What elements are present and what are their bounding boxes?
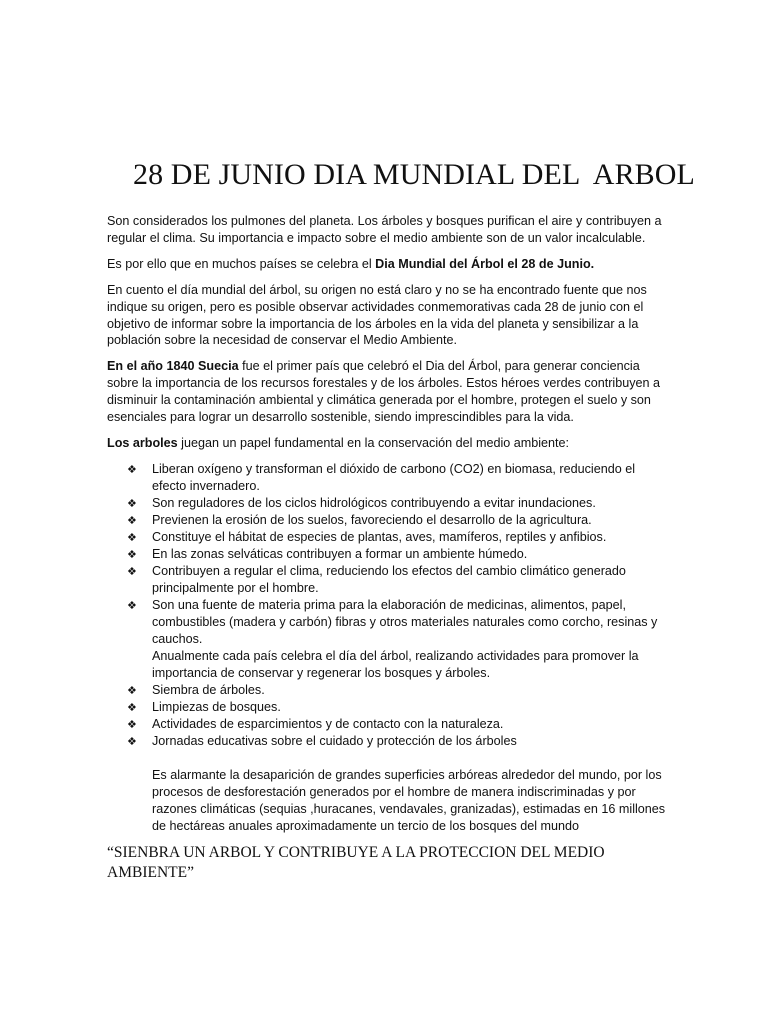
list-item-text: Previenen la erosión de los suelos, favoreciendo el desarrollo de la agricultura.: [152, 512, 592, 527]
list-item: [107, 597, 667, 648]
page-title: 28 DE JUNIO DIA MUNDIAL DEL ARBOL: [133, 158, 695, 191]
diamond-bullet-icon: ❖: [127, 717, 137, 731]
deforestation-paragraph: Es alarmante la desaparición de grandes superficies arbóreas alrededor del mundo, por los procesos de desforestación generados por el hombre de manera indiscriminadas y por razones climáticas (sequias ,huracanes, vendavales, granizadas), estimadas en 16 millones de hectáreas anuales aproximadamente un tercio de los bosques del mundo: [152, 767, 666, 833]
diamond-bullet-icon: ❖: [127, 700, 137, 714]
list-item-text: Liberan oxígeno y transforman el dióxido de carbono (CO2) en biomasa, reduciendo el efecto invernadero.: [152, 461, 636, 493]
celebration-date-bold: Dia Mundial del Árbol el 28 de Junio.: [375, 256, 595, 271]
diamond-bullet-icon: ❖: [127, 598, 137, 612]
list-item: [107, 716, 667, 733]
list-item: [107, 529, 667, 546]
diamond-bullet-icon: ❖: [127, 734, 137, 748]
list-item: [107, 495, 667, 512]
intro-paragraph: Son considerados los pulmones del planeta. Los árboles y bosques purifican el aire y contribuyen a regular el clima. Su importancia e impacto sobre el medio ambiente son de un valor incalculable.: [107, 214, 662, 245]
list-item-text: Son reguladores de los ciclos hidrológicos contribuyendo a evitar inundaciones.: [152, 495, 596, 510]
slogan: “SIENBRA UN ARBOL Y CONTRIBUYE A LA PROTECCION DEL MEDIO AMBIENTE”: [107, 843, 605, 881]
document-page: [107, 158, 695, 883]
diamond-bullet-icon: ❖: [127, 513, 137, 527]
diamond-bullet-icon: ❖: [127, 530, 137, 544]
list-item-text: Jornadas educativas sobre el cuidado y protección de los árboles: [152, 733, 517, 748]
history-bold: En el año 1840 Suecia: [107, 359, 239, 374]
origin-paragraph: En cuento el día mundial del árbol, su origen no está claro y no se ha encontrado fuente que nos indique su origen, pero es posible observar actividades conmemorativas cada 28 de junio con el objetivo de informar sobre la importancia de los árboles en la vida del planeta y sensibilizar a la población sobre la necesidad de conservar el Medio Ambiente.: [107, 282, 647, 348]
role-paragraph: [107, 435, 667, 452]
diamond-bullet-icon: ❖: [127, 564, 137, 578]
history-paragraph: [107, 358, 667, 426]
annual-activities-paragraph: Anualmente cada país celebra el día del árbol, realizando actividades para promover la importancia de conservar y regenerar los bosques y árboles.: [152, 648, 639, 680]
celebration-paragraph: [107, 256, 667, 273]
list-item-text: Son una fuente de materia prima para la elaboración de medicinas, alimentos, papel, combustibles (madera y carbón) fibras y otros materiales naturales como corcho, resinas y cauchos.: [152, 597, 658, 646]
list-item-text: Limpiezas de bosques.: [152, 699, 281, 714]
benefits-list: [107, 461, 667, 648]
celebration-text: Es por ello que en muchos países se celebra el: [107, 256, 376, 271]
list-item-text: Siembra de árboles.: [152, 682, 265, 697]
list-item: [107, 733, 667, 750]
history-text: fue el primer país que celebró el Dia del Árbol, para generar conciencia sobre la importancia de los recursos forestales y de los árboles. Estos héroes verdes contribuyen a disminuir la contaminación ambiental y climática generada por el hombre, protegen el suelo y son esenciales para lograr un desarrollo sostenible, siendo imprescindibles para la vida.: [107, 359, 661, 425]
diamond-bullet-icon: ❖: [127, 496, 137, 510]
list-item: [107, 563, 667, 597]
activities-list: [107, 682, 667, 750]
list-item: [107, 461, 667, 495]
diamond-bullet-icon: ❖: [127, 547, 137, 561]
list-item-text: Constituye el hábitat de especies de plantas, aves, mamíferos, reptiles y anfibios.: [152, 529, 607, 544]
role-bold: Los arboles: [107, 435, 178, 450]
list-item: [107, 512, 667, 529]
list-item-text: Actividades de esparcimientos y de contacto con la naturaleza.: [152, 716, 504, 731]
list-item-text: En las zonas selváticas contribuyen a formar un ambiente húmedo.: [152, 546, 528, 561]
list-item: [107, 682, 667, 699]
diamond-bullet-icon: ❖: [127, 683, 137, 697]
list-item-text: Contribuyen a regular el clima, reduciendo los efectos del cambio climático generado principalmente por el hombre.: [152, 563, 626, 595]
list-item: [107, 699, 667, 716]
role-text: juegan un papel fundamental en la conservación del medio ambiente:: [177, 435, 570, 450]
diamond-bullet-icon: ❖: [127, 462, 137, 476]
list-item: [107, 546, 667, 563]
